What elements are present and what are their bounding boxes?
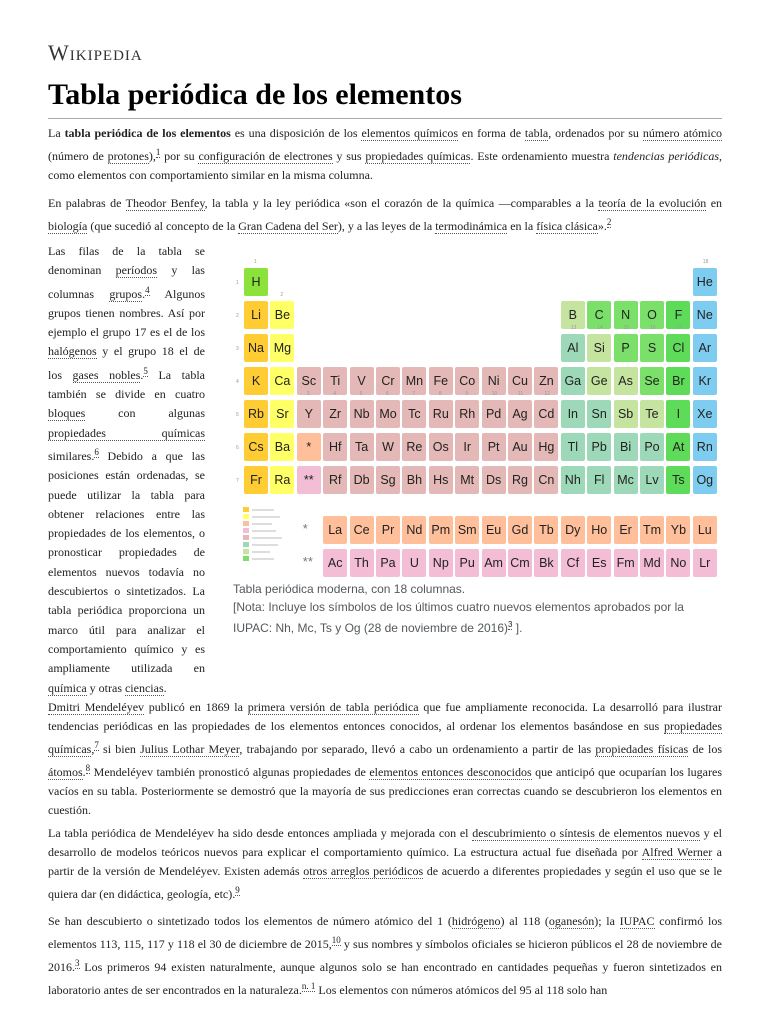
element-lv: Lv <box>640 466 664 494</box>
element-mn: Mn <box>402 367 426 395</box>
intro-paragraph: La tabla periódica de los elementos es una disposición de los elementos químicos en forma de tabla, ordenados por su número atómico (número de protones),$^1$ por su configuración de electrones y sus propiedades químicas. Este ordenamiento muestra tendencias periódicas, como elementos con comportamiento similar en la misma columna. <box>48 126 723 182</box>
element-eu: Eu <box>482 516 506 544</box>
element-dy: Dy <box>561 516 585 544</box>
element-o: O <box>640 301 664 329</box>
ref-10[interactable]: 10 <box>331 935 341 945</box>
actinide-placeholder: ** <box>297 466 321 494</box>
link-configuracion[interactable]: configuración de electrones <box>198 149 333 163</box>
element-cl: Cl <box>666 334 690 362</box>
ref-9[interactable]: 9 <box>235 885 240 895</box>
element-fl: Fl <box>587 466 611 494</box>
element-fm: Fm <box>614 549 638 577</box>
element-ra: Ra <box>270 466 294 494</box>
period-number-5: 5 <box>236 412 239 418</box>
link-iupac[interactable]: IUPAC <box>619 914 655 928</box>
element-ac: Ac <box>323 549 347 577</box>
ref-6[interactable]: 6 <box>94 446 99 457</box>
element-v: V <box>350 367 374 395</box>
element-tm: Tm <box>640 516 664 544</box>
element-he: He <box>693 268 717 296</box>
element-ru: Ru <box>429 400 453 428</box>
element-li: Li <box>244 301 268 329</box>
link-primera-version[interactable]: primera versión de tabla periódica <box>247 700 419 714</box>
element-ba: Ba <box>270 433 294 461</box>
element-sc: Sc <box>297 367 321 395</box>
period-number-1: 1 <box>236 280 239 286</box>
element-si: Si <box>587 334 611 362</box>
ref-3[interactable]: 3 <box>75 958 80 968</box>
element-ds: Ds <box>482 466 506 494</box>
group-number-18: 18 <box>702 259 709 265</box>
link-werner[interactable]: Alfred Werner <box>641 845 713 859</box>
element-ts: Ts <box>666 466 690 494</box>
ref-4[interactable]: 4 <box>145 284 150 295</box>
element-se: Se <box>640 367 664 395</box>
link-halogenos[interactable]: halógenos <box>48 344 97 359</box>
title-divider <box>48 118 722 119</box>
page-title: Tabla periódica de los elementos <box>48 78 462 111</box>
ref-2[interactable]: 2 <box>606 217 612 227</box>
lanthanide-marker: * <box>302 521 308 536</box>
group-number-13: 13 <box>570 325 577 331</box>
link-gases-nobles[interactable]: gases nobles <box>72 367 141 382</box>
element-am: Am <box>482 549 506 577</box>
element-k: K <box>244 367 268 395</box>
link-biologia[interactable]: biología <box>48 219 88 233</box>
link-propiedades[interactable]: propiedades químicas <box>365 149 471 163</box>
element-as: As <box>614 367 638 395</box>
element-s: S <box>640 334 664 362</box>
group-number-5: 5 <box>359 391 363 397</box>
element-cn: Cn <box>534 466 558 494</box>
group-number-15: 15 <box>623 325 630 331</box>
element-mg: Mg <box>270 334 294 362</box>
element-ge: Ge <box>587 367 611 395</box>
wikipedia-logo[interactable]: Wikipedia <box>48 40 143 65</box>
element-au: Au <box>508 433 532 461</box>
group-number-4: 4 <box>333 391 336 397</box>
ref-7[interactable]: 7 <box>94 740 99 750</box>
element-ho: Ho <box>587 516 611 544</box>
element-po: Po <box>640 433 664 461</box>
element-c: C <box>587 301 611 329</box>
element-nd: Nd <box>402 516 426 544</box>
element-sn: Sn <box>587 400 611 428</box>
benfey-paragraph: En palabras de Theodor Benfey, la tabla y la ley periódica «son el corazón de la química —comparables a la teoría de la evolución en biología (que sucedió al concepto de la Gran Cadena del Ser), y a las leyes de la termodinámica en la física clásica».$^2$ <box>48 196 723 233</box>
link-descubrimiento[interactable]: descubrimiento o síntesis de elementos nuevos <box>472 826 700 840</box>
element-sb: Sb <box>614 400 638 428</box>
element-ta: Ta <box>350 433 374 461</box>
group-number-1: 1 <box>254 259 257 265</box>
element-br: Br <box>666 367 690 395</box>
element-es: Es <box>587 549 611 577</box>
werner-paragraph: La tabla periódica de Mendeléyev ha sido desde entonces ampliada y mejorada con el descubrimiento o síntesis de elementos nuevos y el desarrollo de modelos teóricos nuevos para explicar el comportamiento químico. La estructura actual fue diseñada por Alfred Werner a partir de la versión de Mendeléyev. Existen además otros arreglos periódicos de acuerdo a diferentes propiedades y según el uso que se le quiera dar (en didáctica, geología, etc).$^9$ <box>48 826 722 901</box>
link-teoria-evolucion[interactable]: teoría de la evolución <box>598 196 707 210</box>
link-meyer[interactable]: Julius Lothar Meyer <box>140 742 240 756</box>
table-legend <box>243 507 287 569</box>
element-er: Er <box>614 516 638 544</box>
element-bi: Bi <box>614 433 638 461</box>
element-ar: Ar <box>693 334 717 362</box>
element-fr: Fr <box>244 466 268 494</box>
link-elementos-desconocidos[interactable]: elementos entonces desconocidos <box>369 765 532 779</box>
element-mc: Mc <box>614 466 638 494</box>
element-hs: Hs <box>429 466 453 494</box>
link-propiedades-quimicas[interactable]: propiedades químicas <box>48 425 205 440</box>
element-zr: Zr <box>323 400 347 428</box>
element-rg: Rg <box>508 466 532 494</box>
link-propiedades-fisicas[interactable]: propiedades físicas <box>595 742 689 756</box>
element-ce: Ce <box>350 516 374 544</box>
ref-1[interactable]: 1 <box>155 147 161 157</box>
element-te: Te <box>640 400 664 428</box>
ref-3-caption[interactable]: 3 <box>508 620 513 629</box>
element-h: H <box>244 268 268 296</box>
group-number-17: 17 <box>676 325 682 331</box>
figure-caption: Tabla periódica moderna, con 18 columnas. [Nota: Incluye los símbolos de los últimos cuatro nuevos elementos aprobados por la IUPAC: Nh, Mc, Ts y Og (28 de noviembre de 2016)$^3$ ]. <box>233 582 684 635</box>
element-be: Be <box>270 301 294 329</box>
group-number-8: 8 <box>438 391 442 397</box>
mendeleyev-paragraph: Dmitri Mendeléyev publicó en 1869 la primera versión de tabla periódica que fue ampliamente reconocida. La desarrolló para ilustrar tendencias periódicas en las propiedades de los elementos entonces conocidos, al ordenar los elementos basándose en sus propiedades químicas,$^7$ si bien Julius Lothar Meyer, trabajando por separado, llevó a cabo un ordenamiento a partir de las propiedades físicas de los átomos.$^8$ Mendeléyev también pronosticó algunas propiedades de elementos entonces desconocidos que anticipó que ocuparían los lugares vacíos en su tabla. Posteriormente se demostró que la mayoría de sus predicciones eran correctas cuando se descubrieron los elementos en cuestión. <box>48 700 722 817</box>
actinide-marker: ** <box>302 554 313 569</box>
element-al: Al <box>561 334 585 362</box>
element-co: Co <box>455 367 479 395</box>
lanthanide-placeholder: * <box>297 433 321 461</box>
group-number-2: 2 <box>280 292 284 298</box>
element-rf: Rf <box>323 466 347 494</box>
element-tl: Tl <box>561 433 585 461</box>
element-rh: Rh <box>455 400 479 428</box>
link-bloques[interactable]: bloques <box>48 406 86 421</box>
element-cf: Cf <box>561 549 585 577</box>
element-ir: Ir <box>455 433 479 461</box>
element-pu: Pu <box>455 549 479 577</box>
link-numero-atomico[interactable]: número atómico <box>642 126 723 140</box>
element-ag: Ag <box>508 400 532 428</box>
link-mendeleyev[interactable]: Dmitri Mendeléyev <box>48 700 145 714</box>
element-no: No <box>666 549 690 577</box>
element-pa: Pa <box>376 549 400 577</box>
group-number-6: 6 <box>386 391 389 397</box>
periodic-table-image[interactable] <box>232 256 722 574</box>
element-th: Th <box>350 549 374 577</box>
link-termodinamica[interactable]: termodinámica <box>435 219 508 233</box>
element-y: Y <box>297 400 321 428</box>
element-nb: Nb <box>350 400 374 428</box>
link-tabla[interactable]: tabla <box>524 126 549 140</box>
element-gd: Gd <box>508 516 532 544</box>
side-column-text: Las filas de la tabla se denominan períodos y las columnas grupos.$^4$ Algunos grupos tienen nombres. Así por ejemplo el grupo 17 es el de los halógenos y el grupo 18 el de los gases nobles.$^5$ La tabla también se divide en cuatro bloques con algunas propiedades químicas similares.$^6$ Debido a que las posiciones están ordenadas, se puede utilizar la tabla para obtener relaciones entre las propiedades de los elementos, o pronosticar propiedades de elementos nuevos todavía no descubiertos o sintetizados. La tabla periódica proporciona un marco útil para analizar el comportamiento químico y es ampliamente utilizada en química y otras ciencias. <box>48 244 205 695</box>
element-cm: Cm <box>508 549 532 577</box>
link-benfey[interactable]: Theodor Benfey <box>125 196 205 210</box>
ref-8[interactable]: 8 <box>85 763 91 773</box>
link-atomos[interactable]: átomos <box>48 765 83 779</box>
group-number-7: 7 <box>412 391 416 397</box>
link-protones[interactable]: protones <box>107 149 149 163</box>
element-na: Na <box>244 334 268 362</box>
element-md: Md <box>640 549 664 577</box>
note-n1[interactable]: n. 1 <box>301 981 316 991</box>
period-number-3: 3 <box>236 346 239 352</box>
link-periodos[interactable]: períodos <box>115 263 157 278</box>
element-np: Np <box>429 549 453 577</box>
element-mt: Mt <box>455 466 479 494</box>
element-sr: Sr <box>270 400 294 428</box>
element-cr: Cr <box>376 367 400 395</box>
element-at: At <box>666 433 690 461</box>
element-w: W <box>376 433 400 461</box>
group-number-12: 12 <box>544 391 550 397</box>
element-mo: Mo <box>376 400 400 428</box>
period-number-6: 6 <box>236 445 239 451</box>
element-f: F <box>666 301 690 329</box>
period-number-2: 2 <box>236 313 239 319</box>
element-u: U <box>402 549 426 577</box>
element-pb: Pb <box>587 433 611 461</box>
element-pt: Pt <box>482 433 506 461</box>
ref-5[interactable]: 5 <box>143 365 148 376</box>
link-propiedades-quimicas-2[interactable]: propiedades químicas <box>48 719 722 756</box>
element-la: La <box>323 516 347 544</box>
element-os: Os <box>429 433 453 461</box>
element-pm: Pm <box>429 516 453 544</box>
element-xe: Xe <box>693 400 717 428</box>
period-number-7: 7 <box>236 478 239 484</box>
group-number-9: 9 <box>465 391 468 397</box>
element-sg: Sg <box>376 466 400 494</box>
link-quimica[interactable]: química <box>48 680 87 695</box>
element-ne: Ne <box>693 301 717 329</box>
element-ti: Ti <box>323 367 347 395</box>
group-number-10: 10 <box>491 391 498 397</box>
element-ca: Ca <box>270 367 294 395</box>
discovery-paragraph: Se han descubierto o sintetizado todos los elementos de número atómico del 1 (hidrógeno) al 118 (oganesón); la IUPAC confirmó los elementos 113, 115, 117 y 118 el 30 de diciembre de 2015,10 y sus nombres y símbolos oficiales se hicieron públicos el 28 de noviembre de 2016.$^3$ Los primeros 94 existen naturalmente, aunque algunos solo se han encontrado en cantidades pequeñas y fueron sintetizados en laboratorio antes de ser encontrados en la naturaleza.$^{n. 1}$ Los elementos con números atómicos del 95 al 118 solo han <box>48 914 722 997</box>
element-cu: Cu <box>508 367 532 395</box>
element-lu: Lu <box>693 516 717 544</box>
element-og: Og <box>693 466 717 494</box>
group-number-11: 11 <box>518 391 524 397</box>
element-n: N <box>614 301 638 329</box>
element-fe: Fe <box>429 367 453 395</box>
element-hf: Hf <box>323 433 347 461</box>
element-ni: Ni <box>482 367 506 395</box>
element-pd: Pd <box>482 400 506 428</box>
element-tc: Tc <box>402 400 426 428</box>
element-tb: Tb <box>534 516 558 544</box>
element-cd: Cd <box>534 400 558 428</box>
link-fisica-clasica[interactable]: física clásica <box>536 219 598 233</box>
element-rn: Rn <box>693 433 717 461</box>
element-in: In <box>561 400 585 428</box>
link-otros-arreglos[interactable]: otros arreglos periódicos <box>303 864 424 878</box>
element-re: Re <box>402 433 426 461</box>
element-lr: Lr <box>693 549 717 577</box>
element-nh: Nh <box>561 466 585 494</box>
element-i: I <box>666 400 690 428</box>
group-number-14: 14 <box>597 325 603 331</box>
element-yb: Yb <box>666 516 690 544</box>
bold-term: tabla periódica de los elementos <box>64 126 231 140</box>
link-hidrogeno[interactable]: hidrógeno <box>451 914 501 928</box>
link-elementos[interactable]: elementos químicos <box>361 126 459 140</box>
element-bk: Bk <box>534 549 558 577</box>
element-p: P <box>614 334 638 362</box>
period-number-4: 4 <box>236 379 239 385</box>
element-bh: Bh <box>402 466 426 494</box>
element-db: Db <box>350 466 374 494</box>
group-number-3: 3 <box>306 391 310 397</box>
element-sm: Sm <box>455 516 479 544</box>
link-gran-cadena[interactable]: Gran Cadena del Ser <box>238 219 338 233</box>
link-grupos[interactable]: grupos <box>109 286 143 301</box>
link-ciencias[interactable]: ciencias <box>124 680 164 695</box>
element-rb: Rb <box>244 400 268 428</box>
group-number-16: 16 <box>650 325 656 331</box>
element-b: B <box>561 301 585 329</box>
element-hg: Hg <box>534 433 558 461</box>
element-ga: Ga <box>561 367 585 395</box>
element-cs: Cs <box>244 433 268 461</box>
element-pr: Pr <box>376 516 400 544</box>
element-kr: Kr <box>693 367 717 395</box>
link-oganeson[interactable]: oganesón <box>548 914 595 928</box>
element-zn: Zn <box>534 367 558 395</box>
